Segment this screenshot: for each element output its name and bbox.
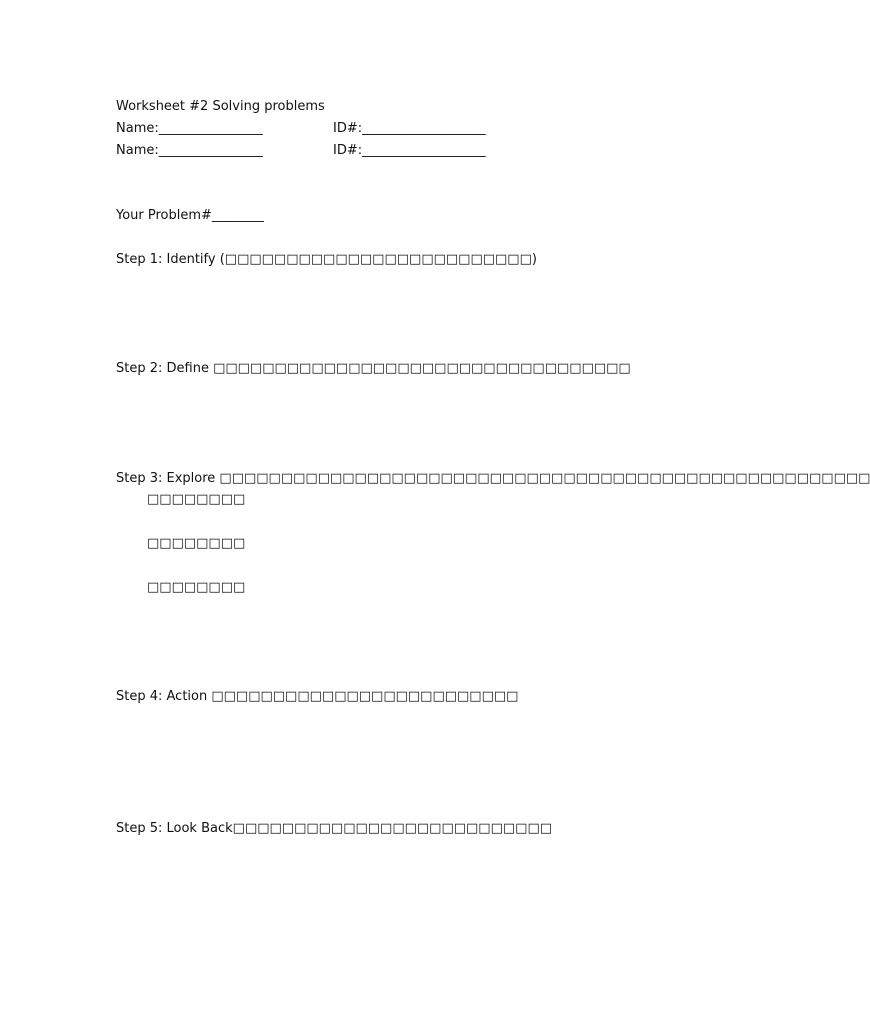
- step-3-item-3: □□□□□□□□: [147, 580, 246, 595]
- id-field-1[interactable]: ID#:___________________: [333, 121, 486, 136]
- step-3-explore: Step 3: Explore □□□□□□□□□□□□□□□□□□□□□□□□□□□□□□□□□□□□□□□□□□□□□□□□□□□□□: [116, 471, 870, 486]
- worksheet-title: Worksheet #2 Solving problems: [116, 99, 325, 114]
- step-3-item-1: □□□□□□□□: [147, 492, 246, 507]
- id-field-2[interactable]: ID#:___________________: [333, 143, 486, 158]
- name-field-2[interactable]: Name:________________: [116, 143, 263, 158]
- step-5-look-back: Step 5: Look Back□□□□□□□□□□□□□□□□□□□□□□□□□□: [116, 821, 553, 836]
- step-1-identify: Step 1: Identify (□□□□□□□□□□□□□□□□□□□□□□□□□): [116, 252, 537, 267]
- step-4-action: Step 4: Action □□□□□□□□□□□□□□□□□□□□□□□□□: [116, 689, 519, 704]
- name-field-1[interactable]: Name:________________: [116, 121, 263, 136]
- step-3-item-2: □□□□□□□□: [147, 536, 246, 551]
- problem-number-field[interactable]: Your Problem#________: [116, 208, 264, 223]
- step-2-define: Step 2: Define □□□□□□□□□□□□□□□□□□□□□□□□□□□□□□□□□□: [116, 361, 631, 376]
